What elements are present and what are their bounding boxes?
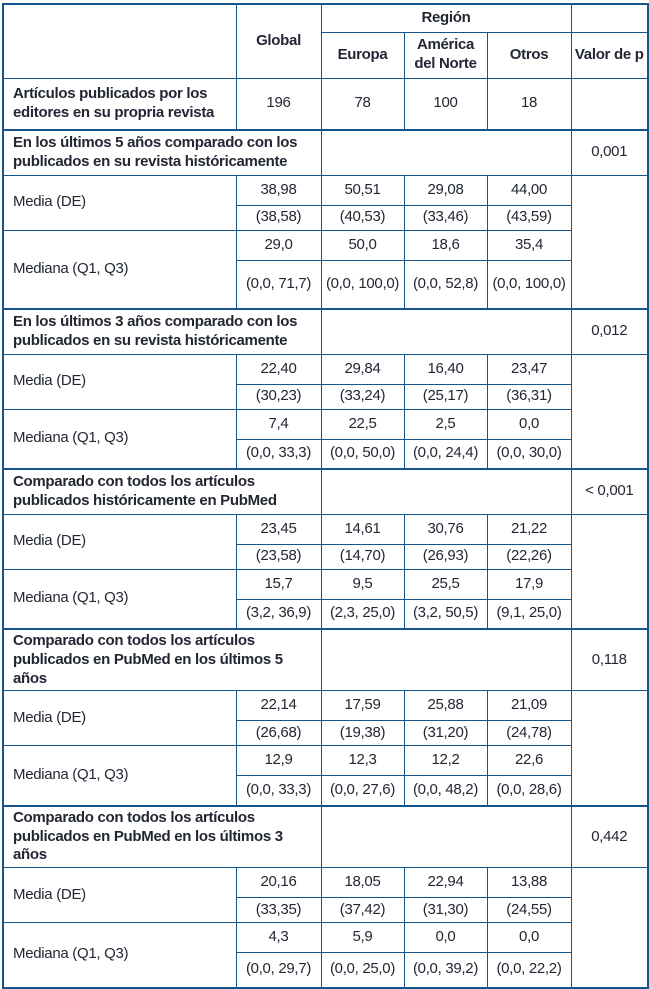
mediana-values-row (3, 923, 648, 953)
value-cell: (0,0, 29,7) (236, 953, 321, 988)
section-empty-cell (321, 309, 571, 354)
header-corner-empty (3, 4, 236, 78)
value-cell: 44,00 (487, 175, 571, 205)
value-cell: (30,23) (236, 384, 321, 409)
value-cell: 0,0 (404, 923, 487, 953)
value-cell: (0,0, 50,0) (321, 439, 404, 469)
media-values-row (3, 868, 648, 898)
mediana-values-row (3, 230, 648, 260)
value-cell: 35,4 (487, 230, 571, 260)
value-cell: 25,5 (404, 569, 487, 599)
value-cell: (25,17) (404, 384, 487, 409)
value-cell: 0,0 (487, 923, 571, 953)
header-region: Región (321, 4, 571, 32)
value-cell: (9,1, 25,0) (487, 599, 571, 629)
value-cell: 9,5 (321, 569, 404, 599)
value-cell: (2,3, 25,0) (321, 599, 404, 629)
value-cell: 13,88 (487, 868, 571, 898)
section-title: En los últimos 3 años comparado con los publicados en su revista históricamente (3, 309, 321, 354)
value-cell: (0,0, 24,4) (404, 439, 487, 469)
value-cell: (36,31) (487, 384, 571, 409)
section-empty-cell (321, 806, 571, 868)
p-value-cell: 0,118 (571, 629, 648, 691)
value-cell: 0,0 (487, 409, 571, 439)
mediana-values-row (3, 409, 648, 439)
value-cell: 12,9 (236, 746, 321, 776)
p-value-cell: 0,012 (571, 309, 648, 354)
value-cell: (0,0, 33,3) (236, 776, 321, 806)
row-label-mediana: Mediana (Q1, Q3) (3, 923, 236, 988)
value-cell: (3,2, 36,9) (236, 599, 321, 629)
value-cell: 5,9 (321, 923, 404, 953)
media-values-row (3, 175, 648, 205)
value-cell: 12,2 (404, 746, 487, 776)
value-cell: (24,78) (487, 721, 571, 746)
value-cell: 22,5 (321, 409, 404, 439)
row-label-media: Media (DE) (3, 868, 236, 923)
value-cell: 22,6 (487, 746, 571, 776)
value-cell: 16,40 (404, 354, 487, 384)
row-articulos (3, 78, 648, 130)
value-cell: 29,08 (404, 175, 487, 205)
p-value-cell: < 0,001 (571, 469, 648, 514)
value-cell: (0,0, 100,0) (321, 260, 404, 309)
header-europa: Europa (321, 32, 404, 78)
value-cell: (31,30) (404, 898, 487, 923)
value-cell: 14,61 (321, 514, 404, 544)
value-cell: (26,68) (236, 721, 321, 746)
value-cell: 22,40 (236, 354, 321, 384)
row-label-media: Media (DE) (3, 354, 236, 409)
p-value-cell: 0,442 (571, 806, 648, 868)
value-cell: 18,05 (321, 868, 404, 898)
section-empty-cell (321, 469, 571, 514)
value-cell: (0,0, 48,2) (404, 776, 487, 806)
value-cell: 100 (404, 78, 487, 130)
value-cell: 20,16 (236, 868, 321, 898)
value-cell: (31,20) (404, 721, 487, 746)
header-global: Global (236, 4, 321, 78)
value-cell: 12,3 (321, 746, 404, 776)
p-span-empty-cell (571, 514, 648, 629)
results-table (2, 3, 649, 989)
row-label-mediana: Mediana (Q1, Q3) (3, 746, 236, 806)
value-cell: 7,4 (236, 409, 321, 439)
mediana-values-row (3, 746, 648, 776)
section-empty-cell (321, 629, 571, 691)
p-span-empty-cell (571, 175, 648, 309)
header-p-empty (571, 4, 648, 32)
section-header-row (3, 806, 648, 868)
value-cell: 196 (236, 78, 321, 130)
value-cell: (33,35) (236, 898, 321, 923)
p-empty-cell (571, 78, 648, 130)
value-cell: (22,26) (487, 544, 571, 569)
value-cell: (26,93) (404, 544, 487, 569)
row-label-articulos: Artículos publicados por los editores en su propria revista (3, 78, 236, 130)
value-cell: (0,0, 33,3) (236, 439, 321, 469)
row-label-media: Media (DE) (3, 691, 236, 746)
section-title: Comparado con todos los artículos publicados en PubMed en los últimos 5 años (3, 629, 321, 691)
value-cell: 23,47 (487, 354, 571, 384)
section-title: En los últimos 5 años comparado con los publicados en su revista históricamente (3, 130, 321, 175)
value-cell: 29,0 (236, 230, 321, 260)
value-cell: 22,94 (404, 868, 487, 898)
value-cell: 78 (321, 78, 404, 130)
row-label-media: Media (DE) (3, 514, 236, 569)
value-cell: 17,9 (487, 569, 571, 599)
value-cell: (0,0, 28,6) (487, 776, 571, 806)
section-header-row (3, 629, 648, 691)
value-cell: 2,5 (404, 409, 487, 439)
value-cell: (14,70) (321, 544, 404, 569)
p-span-empty-cell (571, 868, 648, 988)
header-valor-p: Valor de p (571, 32, 648, 78)
value-cell: (0,0, 100,0) (487, 260, 571, 309)
value-cell: 15,7 (236, 569, 321, 599)
section-empty-cell (321, 130, 571, 175)
value-cell: (0,0, 71,7) (236, 260, 321, 309)
value-cell: 4,3 (236, 923, 321, 953)
value-cell: (33,46) (404, 205, 487, 230)
p-span-empty-cell (571, 354, 648, 469)
section-title: Comparado con todos los artículos publicados históricamente en PubMed (3, 469, 321, 514)
row-label-mediana: Mediana (Q1, Q3) (3, 230, 236, 309)
value-cell: (43,59) (487, 205, 571, 230)
value-cell: 18,6 (404, 230, 487, 260)
row-label-media: Media (DE) (3, 175, 236, 230)
section-header-row (3, 469, 648, 514)
value-cell: 21,22 (487, 514, 571, 544)
value-cell: 30,76 (404, 514, 487, 544)
value-cell: (0,0, 27,6) (321, 776, 404, 806)
value-cell: 23,45 (236, 514, 321, 544)
value-cell: (38,58) (236, 205, 321, 230)
media-values-row (3, 514, 648, 544)
header-america: América del Norte (404, 32, 487, 78)
value-cell: 38,98 (236, 175, 321, 205)
p-span-empty-cell (571, 691, 648, 806)
row-label-mediana: Mediana (Q1, Q3) (3, 409, 236, 469)
value-cell: (24,55) (487, 898, 571, 923)
value-cell: (0,0, 30,0) (487, 439, 571, 469)
p-value-cell: 0,001 (571, 130, 648, 175)
section-header-row (3, 309, 648, 354)
value-cell: (0,0, 25,0) (321, 953, 404, 988)
value-cell: (40,53) (321, 205, 404, 230)
value-cell: (3,2, 50,5) (404, 599, 487, 629)
value-cell: (0,0, 22,2) (487, 953, 571, 988)
value-cell: (37,42) (321, 898, 404, 923)
section-header-row (3, 130, 648, 175)
value-cell: 22,14 (236, 691, 321, 721)
value-cell: (19,38) (321, 721, 404, 746)
mediana-values-row (3, 569, 648, 599)
value-cell: 21,09 (487, 691, 571, 721)
value-cell: 25,88 (404, 691, 487, 721)
value-cell: 50,0 (321, 230, 404, 260)
value-cell: (23,58) (236, 544, 321, 569)
header-otros: Otros (487, 32, 571, 78)
row-label-mediana: Mediana (Q1, Q3) (3, 569, 236, 629)
value-cell: 18 (487, 78, 571, 130)
media-values-row (3, 354, 648, 384)
value-cell: 50,51 (321, 175, 404, 205)
section-title: Comparado con todos los artículos publicados en PubMed en los últimos 3 años (3, 806, 321, 868)
media-values-row (3, 691, 648, 721)
value-cell: (33,24) (321, 384, 404, 409)
value-cell: (0,0, 52,8) (404, 260, 487, 309)
value-cell: (0,0, 39,2) (404, 953, 487, 988)
value-cell: 17,59 (321, 691, 404, 721)
value-cell: 29,84 (321, 354, 404, 384)
